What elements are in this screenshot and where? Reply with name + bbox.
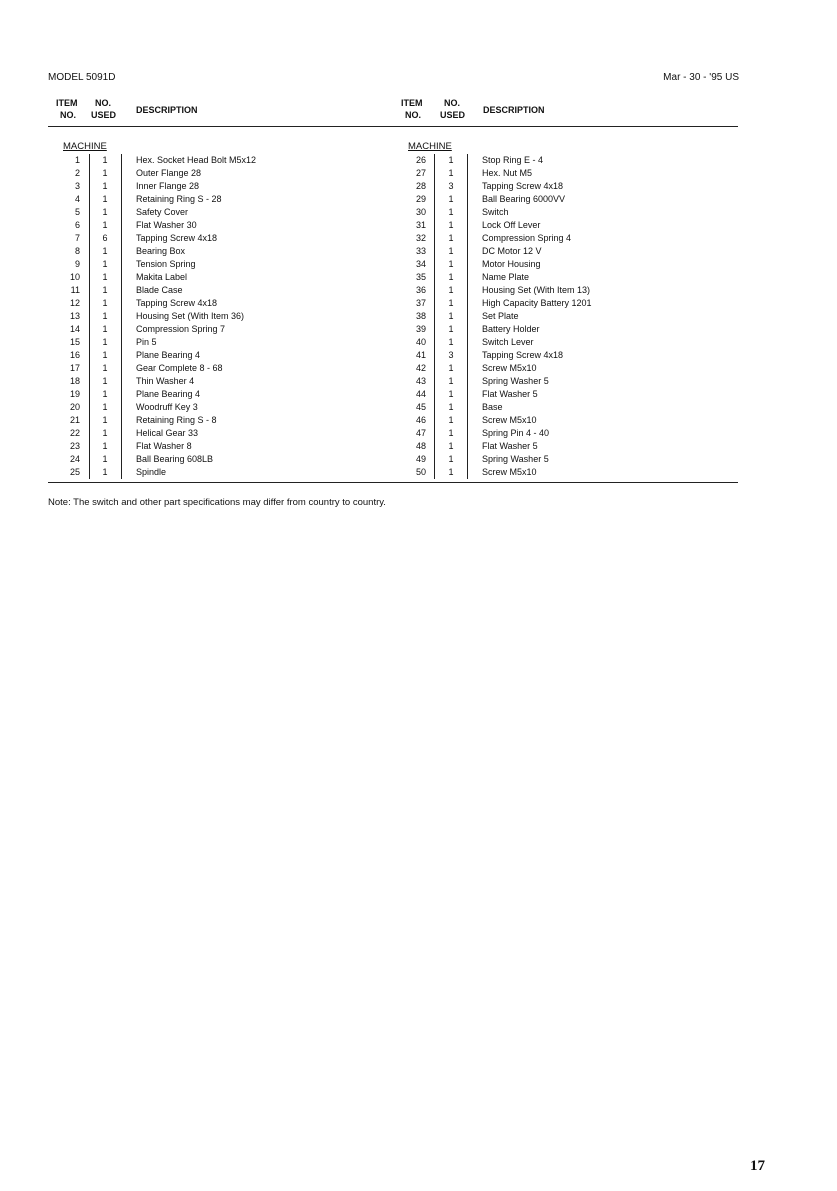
part-description: Motor Housing: [482, 259, 541, 269]
part-description: Bearing Box: [136, 246, 186, 256]
item-no: 22: [69, 428, 80, 438]
part-description: Ball Bearing 6000VV: [482, 194, 566, 204]
item-no: 16: [69, 350, 80, 360]
table-row: [50, 180, 380, 193]
part-description: Woodruff Key 3: [136, 402, 198, 412]
header-no-used-line1: NO.: [444, 98, 461, 108]
item-no: 21: [69, 415, 80, 425]
item-no: 13: [69, 311, 80, 321]
section-title-left: MACHINE: [63, 141, 107, 152]
table-row: [50, 440, 380, 453]
part-description: Plane Bearing 4: [136, 350, 201, 360]
item-no: 32: [415, 233, 426, 243]
no-used: 1: [102, 402, 108, 412]
part-description: Tension Spring: [136, 259, 196, 269]
table-row: [396, 245, 726, 258]
item-no: 36: [415, 285, 426, 295]
part-description: High Capacity Battery 1201: [482, 298, 592, 308]
part-description: Retaining Ring S - 28: [136, 194, 222, 204]
no-used: 1: [102, 350, 108, 360]
item-no: 17: [69, 363, 80, 373]
parts-table-right: [396, 154, 726, 479]
no-used: 1: [102, 298, 108, 308]
item-no: 44: [415, 389, 426, 399]
item-no: 29: [415, 194, 426, 204]
parts-table-left: [50, 154, 380, 479]
table-row: [50, 167, 380, 180]
table-row: [396, 427, 726, 440]
no-used: 1: [448, 402, 454, 412]
table-row: [396, 219, 726, 232]
item-no: 19: [69, 389, 80, 399]
item-no: 39: [415, 324, 426, 334]
no-used: 1: [102, 246, 108, 256]
item-no: 6: [74, 220, 80, 230]
item-no: 46: [415, 415, 426, 425]
part-description: DC Motor 12 V: [482, 246, 542, 256]
header-item-no-line2: NO.: [60, 110, 77, 120]
no-used: 1: [448, 233, 454, 243]
part-description: Spring Pin 4 - 40: [482, 428, 550, 438]
part-description: Screw M5x10: [482, 415, 537, 425]
table-row: [396, 206, 726, 219]
header-item-no-line2: NO.: [405, 110, 422, 120]
table-row: [396, 323, 726, 336]
part-description: Tapping Screw 4x18: [136, 298, 218, 308]
part-description: Blade Case: [136, 285, 183, 295]
part-description: Gear Complete 8 - 68: [136, 363, 223, 373]
no-used: 1: [448, 415, 454, 425]
no-used: 1: [102, 155, 108, 165]
no-used: 1: [102, 441, 108, 451]
part-description: Base: [482, 402, 503, 412]
table-row: [50, 232, 380, 245]
no-used: 1: [102, 168, 108, 178]
table-row: [50, 453, 380, 466]
table-row: [50, 245, 380, 258]
part-description: Name Plate: [482, 272, 530, 282]
no-used: 1: [448, 363, 454, 373]
no-used: 1: [448, 194, 454, 204]
part-description: Lock Off Lever: [482, 220, 541, 230]
header-rule: [48, 126, 738, 127]
item-no: 14: [69, 324, 80, 334]
item-no: 33: [415, 246, 426, 256]
item-no: 31: [415, 220, 426, 230]
item-no: 49: [415, 454, 426, 464]
item-no: 5: [74, 207, 80, 217]
item-no: 4: [74, 194, 80, 204]
item-no: 48: [415, 441, 426, 451]
item-no: 35: [415, 272, 426, 282]
table-row: [50, 310, 380, 323]
item-no: 24: [69, 454, 80, 464]
item-no: 11: [70, 285, 80, 295]
no-used: 1: [448, 298, 454, 308]
item-no: 37: [415, 298, 426, 308]
table-row: [396, 362, 726, 375]
table-row: [396, 232, 726, 245]
table-row: [50, 466, 380, 479]
no-used: 1: [448, 220, 454, 230]
table-row: [50, 206, 380, 219]
item-no: 40: [415, 337, 426, 347]
no-used: 1: [102, 337, 108, 347]
no-used: 1: [102, 415, 108, 425]
part-description: Flat Washer 5: [482, 441, 538, 451]
item-no: 18: [69, 376, 80, 386]
table-row: [50, 414, 380, 427]
item-no: 25: [69, 467, 80, 477]
item-no: 43: [415, 376, 426, 386]
part-description: Hex. Nut M5: [482, 168, 533, 178]
no-used: 1: [102, 454, 108, 464]
header-no-used-line1: NO.: [95, 98, 112, 108]
part-description: Tapping Screw 4x18: [136, 233, 218, 243]
part-description: Battery Holder: [482, 324, 540, 334]
item-no: 50: [415, 467, 426, 477]
table-row: [50, 193, 380, 206]
table-row: [396, 284, 726, 297]
part-description: Retaining Ring S - 8: [136, 415, 217, 425]
part-description: Safety Cover: [136, 207, 189, 217]
part-description: Ball Bearing 608LB: [136, 454, 214, 464]
no-used: 1: [448, 376, 454, 386]
no-used: 3: [448, 350, 454, 360]
no-used: 1: [448, 272, 454, 282]
item-no: 20: [69, 402, 80, 412]
no-used: 1: [102, 220, 108, 230]
part-description: Set Plate: [482, 311, 519, 321]
item-no: 28: [415, 181, 426, 191]
table-row: [396, 271, 726, 284]
table-row: [396, 193, 726, 206]
header-no-used-line2: USED: [91, 110, 117, 120]
table-row: [50, 154, 380, 167]
part-description: Switch: [482, 207, 509, 217]
no-used: 1: [448, 207, 454, 217]
part-description: Spindle: [136, 467, 167, 477]
item-no: 3: [74, 181, 80, 191]
table-row: [50, 219, 380, 232]
item-no: 15: [69, 337, 80, 347]
part-description: Thin Washer 4: [136, 376, 195, 386]
table-row: [50, 427, 380, 440]
table-row: [50, 349, 380, 362]
part-description: Screw M5x10: [482, 363, 537, 373]
table-row: [50, 362, 380, 375]
part-description: Tapping Screw 4x18: [482, 181, 564, 191]
no-used: 1: [102, 272, 108, 282]
part-description: Spring Washer 5: [482, 376, 549, 386]
part-description: Inner Flange 28: [136, 181, 200, 191]
table-row: [50, 323, 380, 336]
no-used: 1: [102, 324, 108, 334]
table-row: [396, 388, 726, 401]
item-no: 38: [415, 311, 426, 321]
table-row: [396, 258, 726, 271]
no-used: 3: [448, 181, 454, 191]
part-description: Flat Washer 30: [136, 220, 197, 230]
item-no: 30: [415, 207, 426, 217]
header-item-no-line1: ITEM: [56, 98, 78, 108]
date-label: Mar - 30 - '95 US: [663, 72, 739, 83]
table-row: [396, 440, 726, 453]
no-used: 1: [102, 181, 108, 191]
item-no: 9: [74, 259, 80, 269]
footer-rule: [48, 482, 738, 483]
table-row: [50, 271, 380, 284]
table-row: [396, 349, 726, 362]
item-no: 8: [74, 246, 80, 256]
table-row: [50, 284, 380, 297]
part-description: Tapping Screw 4x18: [482, 350, 564, 360]
table-row: [50, 258, 380, 271]
table-row: [50, 401, 380, 414]
no-used: 1: [448, 311, 454, 321]
section-title-right: MACHINE: [408, 141, 452, 152]
part-description: Compression Spring 7: [136, 324, 226, 334]
item-no: 47: [415, 428, 426, 438]
no-used: 1: [448, 246, 454, 256]
part-description: Hex. Socket Head Bolt M5x12: [136, 155, 257, 165]
item-no: 2: [74, 168, 80, 178]
part-description: Housing Set (With Item 13): [482, 285, 591, 295]
no-used: 1: [448, 337, 454, 347]
no-used: 1: [102, 285, 108, 295]
no-used: 1: [448, 155, 454, 165]
table-row: [396, 414, 726, 427]
table-row: [50, 336, 380, 349]
item-no: 7: [74, 233, 80, 243]
part-description: Helical Gear 33: [136, 428, 199, 438]
no-used: 1: [102, 389, 108, 399]
part-description: Compression Spring 4: [482, 233, 572, 243]
no-used: 1: [448, 389, 454, 399]
table-row: [50, 375, 380, 388]
table-row: [50, 297, 380, 310]
item-no: 10: [69, 272, 80, 282]
no-used: 1: [102, 428, 108, 438]
item-no: 41: [415, 350, 426, 360]
header-description: DESCRIPTION: [136, 105, 198, 115]
item-no: 42: [415, 363, 426, 373]
part-description: Spring Washer 5: [482, 454, 549, 464]
model-label: MODEL 5091D: [48, 72, 116, 83]
no-used: 1: [448, 285, 454, 295]
item-no: 26: [415, 155, 426, 165]
no-used: 1: [102, 194, 108, 204]
item-no: 45: [415, 402, 426, 412]
no-used: 1: [102, 467, 108, 477]
table-row: [396, 297, 726, 310]
part-description: Flat Washer 8: [136, 441, 192, 451]
no-used: 1: [102, 259, 108, 269]
table-row: [396, 180, 726, 193]
item-no: 23: [69, 441, 80, 451]
part-description: Housing Set (With Item 36): [136, 311, 245, 321]
no-used: 1: [102, 363, 108, 373]
item-no: 34: [415, 259, 426, 269]
part-description: Plane Bearing 4: [136, 389, 201, 399]
item-no: 12: [69, 298, 80, 308]
no-used: 1: [448, 168, 454, 178]
table-row: [396, 336, 726, 349]
page-number: 17: [750, 1158, 765, 1174]
part-description: Outer Flange 28: [136, 168, 202, 178]
part-description: Screw M5x10: [482, 467, 537, 477]
no-used: 1: [448, 428, 454, 438]
no-used: 1: [448, 467, 454, 477]
table-row: [396, 154, 726, 167]
no-used: 1: [448, 324, 454, 334]
table-row: [50, 388, 380, 401]
table-row: [396, 310, 726, 323]
item-no: 27: [415, 168, 426, 178]
no-used: 6: [102, 233, 108, 243]
header-no-used-line2: USED: [440, 110, 466, 120]
no-used: 1: [448, 441, 454, 451]
table-row: [396, 401, 726, 414]
no-used: 1: [102, 311, 108, 321]
specification-note: Note: The switch and other part specifications may differ from country to country.: [48, 497, 386, 508]
header-description: DESCRIPTION: [483, 105, 545, 115]
table-row: [396, 375, 726, 388]
item-no: 1: [74, 155, 80, 165]
part-description: Flat Washer 5: [482, 389, 538, 399]
header-item-no-line1: ITEM: [401, 98, 423, 108]
table-row: [396, 466, 726, 479]
table-row: [396, 453, 726, 466]
part-description: Makita Label: [136, 272, 188, 282]
no-used: 1: [102, 376, 108, 386]
table-row: [396, 167, 726, 180]
part-description: Stop Ring E - 4: [482, 155, 544, 165]
no-used: 1: [448, 259, 454, 269]
no-used: 1: [102, 207, 108, 217]
no-used: 1: [448, 454, 454, 464]
part-description: Switch Lever: [482, 337, 534, 347]
part-description: Pin 5: [136, 337, 157, 347]
